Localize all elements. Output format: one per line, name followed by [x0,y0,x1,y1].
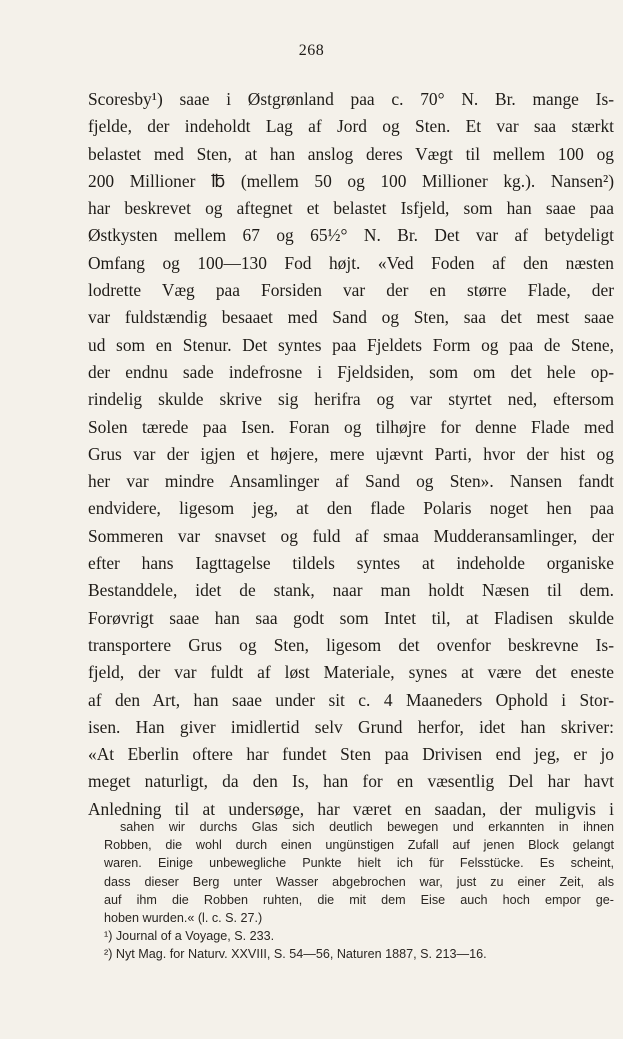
body-text [88,86,614,823]
body-line: Grus var der igjen et højere, mere ujævnt Parti, hvor der hist og [88,443,614,464]
body-line: var fuldstændig besaaet med Sand og Sten, saa det mest saae [88,307,614,328]
body-line: Anledning til at undersøge, har været en saadan, der muligvis i [88,798,614,819]
body-line: fjeld, der var fuldt af løst Materiale, synes at være det eneste [88,662,614,683]
page-number: 268 [298,42,325,59]
body-line: Østkysten mellem 67 og 65½° N. Br. Det var af betydeligt [88,225,614,246]
body-line: Bestanddele, idet de stank, naar man holdt Næsen til dem. [88,580,614,601]
body-line: meget naturligt, da den Is, han for en væsentlig Del har havt [88,771,614,792]
footnote-2: ²) Nyt Mag. for Naturv. XXVIII, S. 54—56, Naturen 1887, S. 213—16. [104,947,487,962]
body-line: lodrette Væg paa Forsiden var der en større Flade, der [88,280,614,301]
body-line: der endnu sade indefrosne i Fjeldsiden, som om det hele op- [88,361,614,382]
footnote-continuation-line: Robben, die wohl durch einen ungünstigen Zufall auf jenen Block gelangt [104,838,614,853]
body-line: her var mindre Ansamlinger af Sand og Sten». Nansen fandt [88,471,614,492]
body-line: transportere Grus og Sten, ligesom det ovenfor beskrevne Is- [88,634,614,655]
footnotes [104,818,614,964]
body-line: af den Art, han saae under sit c. 4 Maaneders Ophold i Stor- [88,689,614,710]
body-line: rindelig skulde skrive sig herifra og var styrtet ned, eftersom [88,389,614,410]
footnote-continuation-line: dass dieser Berg unter Wasser abgebrochen war, just zu einer Zeit, als [104,874,614,889]
body-line: Scoresby¹) saae i Østgrønland paa c. 70° N. Br. mange Is- [88,89,614,109]
body-line: Sommeren var snavset og fuld af smaa Mudderansamlinger, der [88,525,614,546]
body-line: 200 Millioner ℔ (mellem 50 og 100 Millioner kg.). Nansen²) [88,170,614,191]
body-line: fjelde, der indeholdt Lag af Jord og Sten. Et var saa stærkt [88,116,614,137]
footnote-1: ¹) Journal of a Voyage, S. 233. [104,929,275,944]
body-line: isen. Han giver imidlertid selv Grund herfor, idet han skriver: [88,716,614,737]
footnote-continuation-line: hoben wurden.« (l. c. S. 27.) [104,910,263,925]
body-line: endvidere, ligesom jeg, at den flade Polaris noget hen paa [88,498,614,519]
body-line: Solen tærede paa Isen. Foran og tilhøjre for denne Flade med [88,416,614,437]
body-line: belastet med Sten, at han anslog deres Vægt til mellem 100 og [88,143,614,164]
body-line: Omfang og 100—130 Fod højt. «Ved Foden af den næsten [88,252,614,273]
body-line: ud som en Stenur. Det syntes paa Fjeldets Form og paa de Stene, [88,334,614,355]
body-line: Forøvrigt saae han saa godt som Intet til, at Fladisen skulde [88,607,614,628]
footnote-continuation-line: sahen wir durchs Glas sich deutlich bewegen und erkannten in ihnen [120,820,614,834]
footnote-continuation-line: auf ihm die Robben ruhten, die mit dem Eise auch hoch empor ge- [104,892,614,907]
body-line: efter hans Iagttagelse tildels syntes at indeholde organiske [88,553,614,574]
body-line: har beskrevet og aftegnet et belastet Isfjeld, som han saae paa [88,198,614,219]
footnote-continuation-line: waren. Einige unbewegliche Punkte hielt ich für Felsstücke. Es scheint, [104,856,614,871]
body-line: «At Eberlin oftere har fundet Sten paa Drivisen end jeg, er jo [88,744,614,765]
